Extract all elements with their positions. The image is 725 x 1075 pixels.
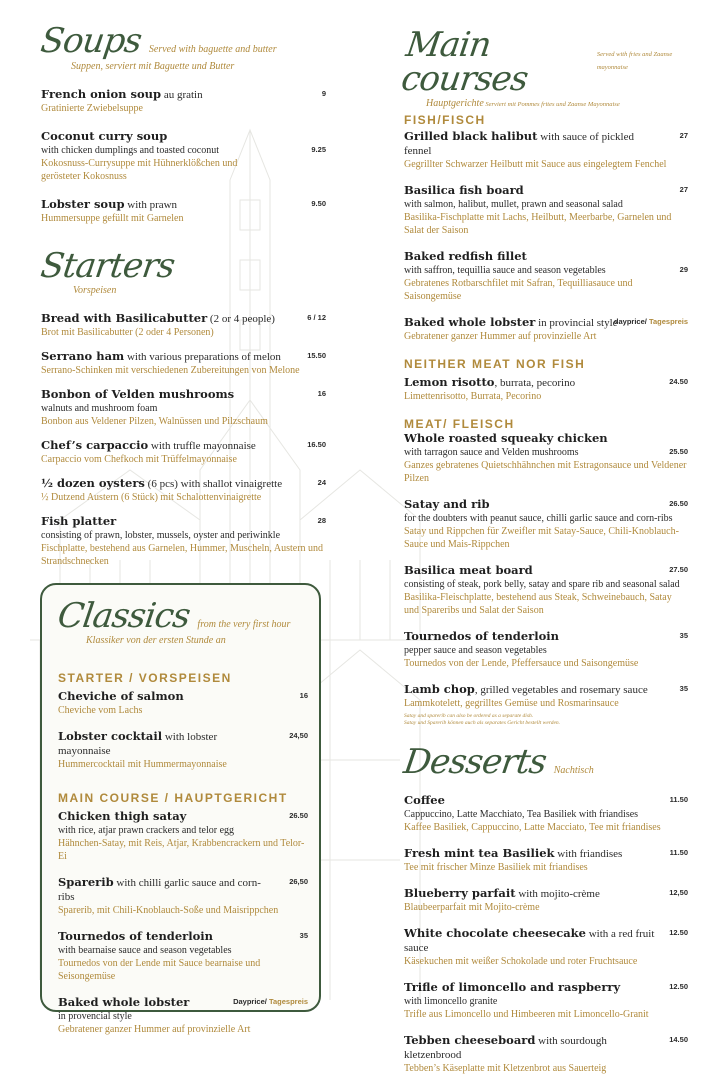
price-dayprice: dayprice/ xyxy=(613,317,647,326)
menu-item xyxy=(58,689,308,717)
classics-box xyxy=(40,583,321,1035)
starters-subtitle-de: Vorspeisen xyxy=(73,285,117,296)
menu-item xyxy=(41,476,326,504)
soups-subtitle-en: Served with baguette and butter xyxy=(148,44,277,55)
item-de: Fischplatte, bestehend aus Garnelen, Hummer, Muscheln, Austern und Strandschnecken xyxy=(41,543,324,567)
item-desc: (6 pcs) with shallot vinaigrette xyxy=(144,478,283,490)
item-de: Hummercocktail mit Hummermayonnaise xyxy=(58,759,227,770)
item-de: Tournedos von der Lende mit Sauce bearnaise und Seisongemüse xyxy=(58,958,261,982)
item-de: Tee mit frischer Minze Basiliek mit friandises xyxy=(404,862,588,873)
item-name: Lamb chop xyxy=(404,682,475,696)
item-desc: for the doubters with peanut sauce, chilli garlic sauce and corn-ribs xyxy=(404,513,673,524)
meat-heading: MEAT/ FLEISCH xyxy=(404,417,515,431)
menu-item xyxy=(404,1033,688,1075)
menu-item xyxy=(404,682,688,710)
menu-item xyxy=(404,249,688,303)
menu-item xyxy=(41,514,326,568)
item-name: Tournedos of tenderloin xyxy=(404,629,559,643)
main-courses-subtitle-de: Hauptgerichte xyxy=(426,98,484,109)
item-name: Serrano ham xyxy=(41,349,125,363)
item-price: 9.25 xyxy=(311,145,326,154)
veg-heading: NEITHER MEAT NOR FISH xyxy=(404,357,586,371)
item-desc: with mojito-crème xyxy=(515,888,600,900)
main-courses-subtitle-en: Served with fries and Zaanse mayonnaise xyxy=(596,51,673,71)
menu-item xyxy=(41,311,326,339)
item-de: Bonbon aus Veldener Pilzen, Walnüssen und Pilzschaum xyxy=(41,416,268,427)
main-courses-section xyxy=(398,25,688,727)
soups-title: Soups xyxy=(38,21,144,61)
menu-item xyxy=(58,929,308,983)
starters-section xyxy=(38,246,326,568)
item-desc: with chicken dumplings and toasted coconut xyxy=(41,145,220,156)
item-name: Fish platter xyxy=(41,514,117,528)
item-desc: consisting of steak, pork belly, satay and spare rib and seasonal salad xyxy=(404,579,680,590)
menu-item xyxy=(404,315,688,343)
item-price xyxy=(233,997,308,1006)
item-desc: walnuts and mushroom foam xyxy=(41,403,158,414)
item-price: 16.50 xyxy=(307,440,326,449)
satay-note-en: Satay and sparerib can also be ordered as a separate dish. xyxy=(404,713,534,719)
item-price: 27.50 xyxy=(669,565,688,574)
classics-subtitle-de: Klassiker von der ersten Stunde an xyxy=(86,635,226,646)
item-price: 14.50 xyxy=(669,1035,688,1044)
item-desc: with lobster mayonnaise xyxy=(58,731,218,757)
menu-item xyxy=(58,995,308,1036)
item-name: Baked redfish fillet xyxy=(404,249,527,263)
item-name: Lobster soup xyxy=(41,197,125,211)
menu-item xyxy=(404,129,688,171)
item-price: 25.50 xyxy=(669,447,688,456)
main-courses-subtitle-de-extra: Serviert mit Pommes frites und Zaanse Mayonnaise xyxy=(483,101,620,108)
item-de: Tournedos von der Lende, Pfeffersauce und Saisongemüse xyxy=(404,658,639,669)
item-desc: au gratin xyxy=(161,89,203,101)
item-desc: in provincial style xyxy=(535,317,618,329)
item-de: Sparerib, mit Chili-Knoblauch-Soße und Maisrippchen xyxy=(58,905,279,916)
item-de: Kaffee Basiliek, Cappuccino, Latte Macciato, Tee mit friandises xyxy=(404,822,661,833)
item-price: 26,50 xyxy=(289,877,308,886)
item-name: Tournedos of tenderloin xyxy=(58,929,213,943)
item-name: Satay and rib xyxy=(404,497,490,511)
menu-item xyxy=(404,886,688,914)
desserts-section xyxy=(401,742,688,1075)
item-desc: with a red fruit sauce xyxy=(404,928,655,954)
item-price: 26.50 xyxy=(669,499,688,508)
item-de: Hummersuppe gefüllt mit Garnelen xyxy=(41,213,184,224)
menu-item xyxy=(58,729,308,771)
item-price: 16 xyxy=(299,691,308,700)
menu-item xyxy=(404,563,688,617)
menu-item xyxy=(41,197,326,225)
item-desc: with sauce of pickled fennel xyxy=(404,131,634,157)
item-name: Coffee xyxy=(404,793,445,807)
item-de: Limettenrisotto, Burrata, Pecorino xyxy=(404,391,542,402)
item-name: Tebben cheeseboard xyxy=(404,1033,536,1047)
item-name: Basilica fish board xyxy=(404,183,524,197)
item-name: White chocolate cheesecake xyxy=(404,926,586,940)
item-desc: with limoncello granite xyxy=(404,996,498,1007)
item-desc: with tarragon sauce and Velden mushrooms xyxy=(404,447,579,458)
menu-item xyxy=(41,129,326,183)
satay-note-de: Satay und Sparerib können auch als separates Gericht bestellt werden. xyxy=(404,720,561,726)
item-name: Chef’s carpaccio xyxy=(41,438,149,452)
item-desc: with various preparations of melon xyxy=(124,351,281,363)
menu-item xyxy=(404,431,688,485)
item-de: Trifle aus Limoncello und Himbeeren mit Limoncello-Granit xyxy=(404,1009,649,1020)
item-desc: consisting of prawn, lobster, mussels, oyster and periwinkle xyxy=(41,530,281,541)
fish-heading: FISH/FISCH xyxy=(404,113,486,127)
item-price: 27 xyxy=(679,131,688,140)
menu-item xyxy=(404,375,688,403)
item-name: Grilled black halibut xyxy=(404,129,538,143)
item-de: Serrano-Schinken mit verschiedenen Zubereitungen von Melone xyxy=(41,365,300,376)
item-de: Gratinierte Zwiebelsuppe xyxy=(41,103,143,114)
item-desc: pepper sauce and season vegetables xyxy=(404,645,547,656)
item-de: Käsekuchen mit weißer Schokolade und roter Fruchtsauce xyxy=(404,956,638,967)
menu-item xyxy=(58,809,308,863)
soups-subtitle-de: Suppen, serviert mit Baguette und Butter xyxy=(71,61,235,72)
menu-item xyxy=(41,387,326,428)
item-name: Lobster cocktail xyxy=(58,729,163,743)
item-desc: with salmon, halibut, mullet, prawn and seasonal salad xyxy=(404,199,623,210)
menu-item xyxy=(404,629,688,670)
item-price: 12.50 xyxy=(669,928,688,937)
item-name: Blueberry parfait xyxy=(404,886,516,900)
item-de: Brot mit Basilicabutter (2 oder 4 Personen) xyxy=(41,327,214,338)
item-de: Basilika-Fleischplatte, bestehend aus Steak, Schweinebauch, Satay und Spareribs und Salat der Saison xyxy=(404,592,672,616)
classics-title: Classics xyxy=(55,596,193,636)
right-column xyxy=(398,25,688,1075)
item-price: 29 xyxy=(679,265,688,274)
item-de: Basilika-Fischplatte mit Lachs, Heilbutt, Meerbarbe, Garnelen und Salat der Saison xyxy=(404,212,672,236)
item-price: 15.50 xyxy=(307,351,326,360)
item-desc: with rice, atjar prawn crackers and telor egg xyxy=(58,825,235,836)
price-dayprice: Dayprice/ xyxy=(233,997,267,1006)
item-desc: with saffron, tequillia sauce and season vegetables xyxy=(404,265,606,276)
menu-item xyxy=(41,349,326,377)
item-price: 9.50 xyxy=(311,199,326,208)
item-name: Sparerib xyxy=(58,875,114,889)
menu-item xyxy=(404,846,688,874)
item-desc: in provencial style xyxy=(58,1011,132,1022)
item-de: Cheviche vom Lachs xyxy=(58,705,143,716)
item-desc: , grilled vegetables and rosemary sauce xyxy=(474,684,648,696)
item-de: Gebratener ganzer Hummer auf provinzielle Art xyxy=(404,331,597,342)
item-de: Blaubeerparfait mit Mojito-crème xyxy=(404,902,540,913)
item-name: Baked whole lobster xyxy=(58,995,190,1009)
menu-item xyxy=(404,497,688,551)
item-de: Gegrillter Schwarzer Heilbutt mit Sauce aus eingelegtem Fenchel xyxy=(404,159,667,170)
item-price: 28 xyxy=(317,516,326,525)
item-price: 24.50 xyxy=(669,377,688,386)
left-column xyxy=(38,21,326,568)
item-name: Cheviche of salmon xyxy=(58,689,184,703)
item-price: 27 xyxy=(679,185,688,194)
item-de: Satay und Rippchen für Zweifler mit Satay-Sauce, Chili-Knoblauch-Sauce und Mais-Rippchen xyxy=(404,526,679,550)
item-desc: with chilli garlic sauce and corn-ribs xyxy=(58,877,261,903)
item-name: Bonbon of Velden mushrooms xyxy=(41,387,235,401)
item-de: Hähnchen-Satay, mit Reis, Atjar, Krabbencrackern und Telor-Ei xyxy=(58,838,305,862)
item-price: 35 xyxy=(679,631,688,640)
item-price: 12.50 xyxy=(669,982,688,991)
price-tagespreis: Tagespreis xyxy=(646,317,688,326)
item-de: ½ Dutzend Austern (6 Stück) mit Schalottenvinaigrette xyxy=(41,492,262,503)
item-price: 16 xyxy=(317,389,326,398)
item-price: 24 xyxy=(317,478,326,487)
item-name: Fresh mint tea Basiliek xyxy=(404,846,555,860)
menu-item xyxy=(58,875,308,917)
item-desc: (2 or 4 people) xyxy=(207,313,275,325)
item-price: 11.50 xyxy=(669,795,688,804)
menu-item xyxy=(41,87,326,115)
item-name: Coconut curry soup xyxy=(41,129,168,143)
item-name: Chicken thigh satay xyxy=(58,809,187,823)
main-courses-title: Main courses xyxy=(398,25,531,99)
item-price: 35 xyxy=(299,931,308,940)
starters-title: Starters xyxy=(38,246,177,286)
menu-item xyxy=(404,793,688,834)
item-price: 24,50 xyxy=(289,731,308,740)
item-de: Ganzes gebratenes Quietschhähnchen mit Estragonsauce und Veldener Pilzen xyxy=(404,460,687,484)
item-name: French onion soup xyxy=(41,87,162,101)
desserts-subtitle-de: Nachtisch xyxy=(553,765,594,776)
item-price: 9 xyxy=(321,89,326,98)
item-name: Basilica meat board xyxy=(404,563,533,577)
item-price: 12,50 xyxy=(669,888,688,897)
item-name: Bread with Basilicabutter xyxy=(41,311,208,325)
item-desc: with bearnaise sauce and season vegetables xyxy=(58,945,232,956)
menu-item xyxy=(41,438,326,466)
menu-item xyxy=(404,926,688,968)
price-tagespreis: Tagespreis xyxy=(266,997,308,1006)
classics-main-heading: MAIN COURSE / HAUPTGERICHT xyxy=(58,791,288,805)
item-de: Tebben’s Käseplatte mit Kletzenbrot aus Sauerteig xyxy=(404,1063,607,1074)
item-desc: , burrata, pecorino xyxy=(494,377,576,389)
item-name: Whole roasted squeaky chicken xyxy=(404,431,608,445)
item-price: 35 xyxy=(679,684,688,693)
item-price: 26.50 xyxy=(289,811,308,820)
item-desc: Cappuccino, Latte Macchiato, Tea Basiliek with friandises xyxy=(404,809,639,820)
item-desc: with friandises xyxy=(554,848,623,860)
item-price: 11.50 xyxy=(669,848,688,857)
item-desc: with sourdough kletzenbrood xyxy=(404,1035,607,1061)
item-desc: with prawn xyxy=(124,199,178,211)
item-de: Gebratener ganzer Hummer auf provinzielle Art xyxy=(58,1024,251,1035)
item-de: Kokosnuss-Currysuppe mit Hühnerklößchen und gerösteter Kokosnuss xyxy=(41,158,238,182)
desserts-title: Desserts xyxy=(401,742,549,782)
classics-subtitle-en: from the very first hour xyxy=(197,619,291,630)
classics-starter-heading: STARTER / VORSPEISEN xyxy=(58,671,232,685)
menu-item xyxy=(404,183,688,237)
item-name: Baked whole lobster xyxy=(404,315,536,329)
item-de: Carpaccio vom Chefkoch mit Trüffelmayonnaise xyxy=(41,454,237,465)
item-de: Gebratenes Rotbarschfilet mit Safran, Tequilliasauce und Saisongemüse xyxy=(404,278,633,302)
soups-section xyxy=(38,21,326,225)
item-name: ½ dozen oysters xyxy=(41,476,145,490)
item-price xyxy=(614,317,688,326)
menu-item xyxy=(404,980,688,1021)
item-desc: with truffle mayonnaise xyxy=(148,440,256,452)
item-name: Lemon risotto xyxy=(404,375,495,389)
item-name: Trifle of limoncello and raspberry xyxy=(404,980,621,994)
item-de: Lammkotelett, gegrilltes Gemüse und Rosmarinsauce xyxy=(404,698,619,709)
item-price: 6 / 12 xyxy=(307,313,326,322)
